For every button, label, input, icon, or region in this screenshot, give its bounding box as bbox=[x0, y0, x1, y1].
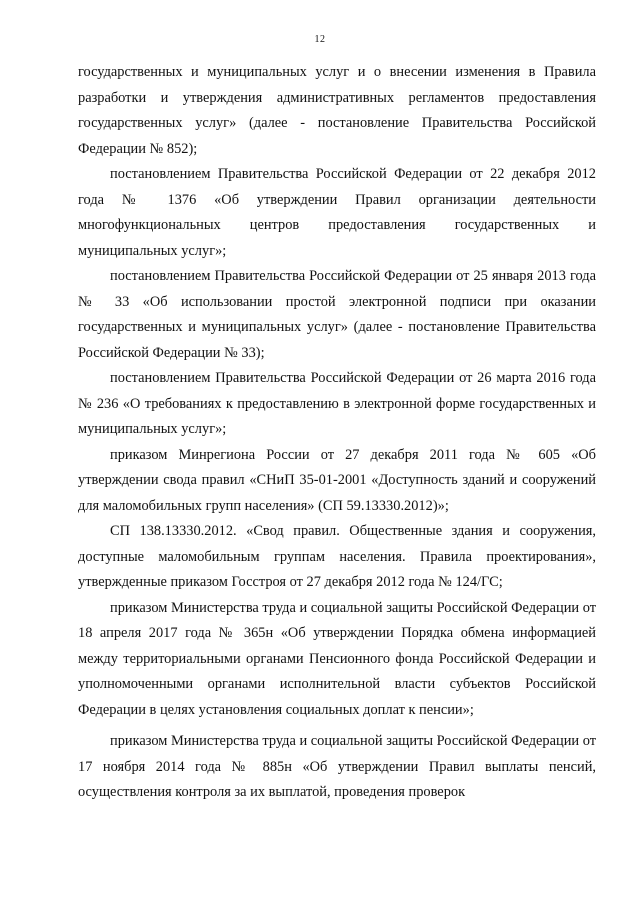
paragraph-decree-33: постановлением Правительства Российской Федерации от 25 января 2013 года № 33 «Об использовании простой электронной подписи при оказании государственных и муниципальных услуг» (далее - постановление Правительства Российской Федерации № 33); bbox=[78, 268, 596, 361]
paragraph-continuation: государственных и муниципальных услуг и о внесении изменения в Правила разработки и утверждения административных регламентов предоставления государственных услуг» (далее - постановление Правительства Российской Федерации № 852); bbox=[78, 64, 596, 157]
paragraph-sp-138: СП 138.13330.2012. «Свод правил. Общественные здания и сооружения, доступные маломобильным группам населения. Правила проектирования», утвержденные приказом Госстроя от 27 декабря 2012 года № 124/ГС; bbox=[78, 523, 596, 590]
document-body bbox=[78, 60, 596, 806]
paragraph-decree-1376: постановлением Правительства Российской Федерации от 22 декабря 2012 года № 1376 «Об утверждении Правил организации деятельности многофункциональных центров предоставления государственных и муниципальных услуг»; bbox=[78, 166, 596, 259]
paragraph-order-885n: приказом Министерства труда и социальной защиты Российской Федерации от 17 ноября 2014 года № 885н «Об утверждении Правил выплаты пенсий, осуществления контроля за их выплатой, проведения проверок bbox=[78, 733, 596, 800]
paragraph-order-365n: приказом Министерства труда и социальной защиты Российской Федерации от 18 апреля 2017 года № 365н «Об утверждении Порядка обмена информацией между территориальными органами Пенсионного фонда Российской Федерации и уполномоченными органами исполнительной власти субъектов Российской Федерации в целях установления социальных доплат к пенсии»; bbox=[78, 599, 596, 718]
page-number: 12 bbox=[314, 34, 326, 45]
paragraph-order-605: приказом Минрегиона России от 27 декабря 2011 года № 605 «Об утверждении свода правил «СНиП 35-01-2001 «Доступность зданий и сооружений для маломобильных групп населения» (СП 59.13330.2012)»; bbox=[78, 446, 596, 514]
paragraph-decree-236: постановлением Правительства Российской Федерации от 26 марта 2016 года № 236 «О требованиях к предоставлению в электронной форме государственных и муниципальных услуг»; bbox=[78, 370, 596, 437]
